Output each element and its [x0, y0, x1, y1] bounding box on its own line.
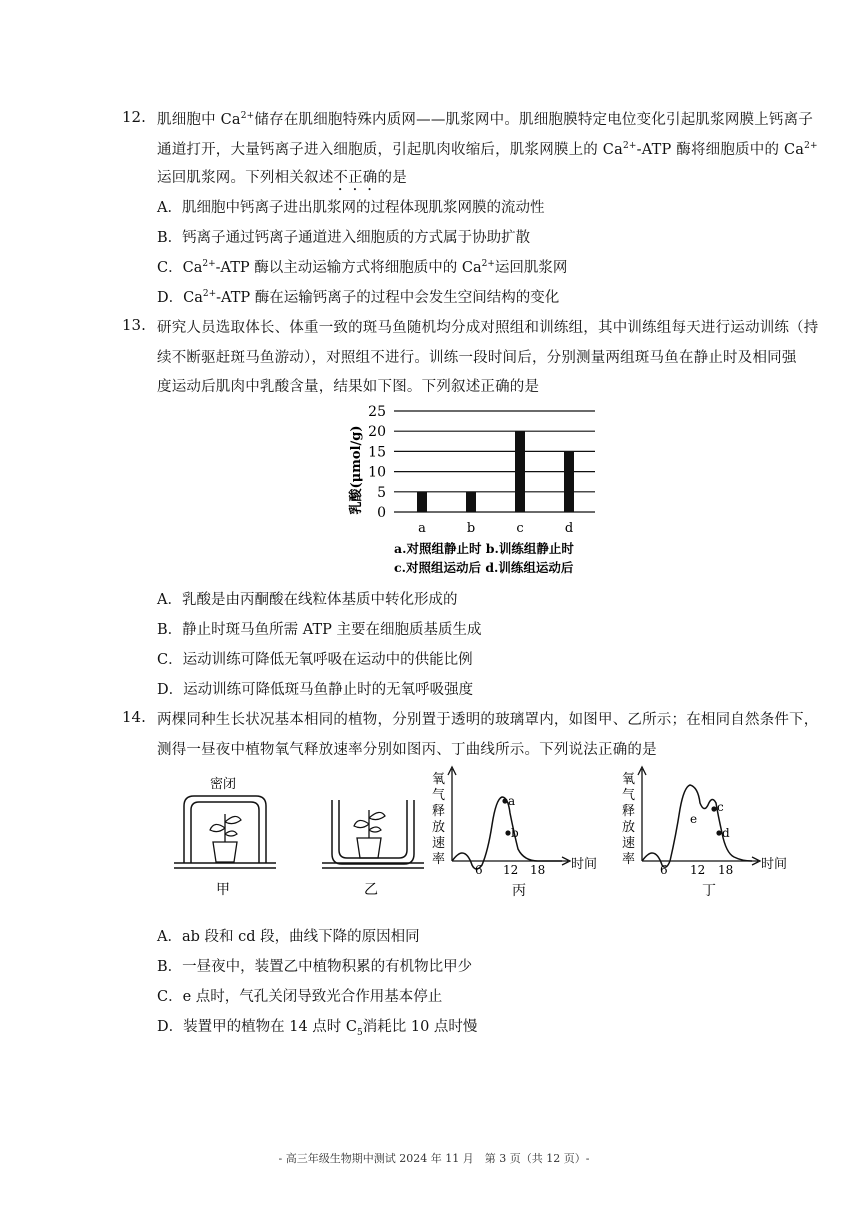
option-a: A．肌细胞中钙离子进出肌浆网的过程体现肌浆网膜的流动性 [157, 200, 545, 216]
y-tick-label: 10 [368, 464, 386, 481]
y-tick-label: 0 [377, 505, 386, 521]
question-number: 13. [122, 316, 146, 334]
svg-text:12: 12 [690, 863, 706, 877]
bar-c [515, 431, 525, 512]
figure-yi-open-jar [318, 770, 428, 900]
svg-text:放: 放 [432, 820, 446, 835]
y-tick-label: 25 [368, 404, 386, 420]
stem-line-2: 通道打开，大量钙离子进入细胞质，引起肌肉收缩后，肌浆网膜上的 $Ca^{2+}$-ATP 酶将细胞质中的 $Ca^{2+}$ [157, 141, 818, 158]
svg-text:氧: 氧 [432, 772, 446, 787]
x-tick-label: a [418, 521, 426, 536]
option-d: D．$Ca^{2+}$-ATP 酶在运输钙离子的过程中会发生空间结构的变化 [157, 289, 560, 306]
svg-text:b: b [511, 826, 519, 840]
svg-text:e: e [690, 812, 698, 826]
option-d: D．装置甲的植物在 14 点时 $C_5$消耗比 10 点时慢 [157, 1019, 478, 1038]
y-tick-label: 15 [368, 444, 386, 461]
option-b: B．静止时斑马鱼所需 ATP 主要在细胞质基质生成 [157, 622, 482, 638]
x-tick-label: d [564, 521, 574, 536]
stem-line-3: 运回肌浆网。下列相关叙述不正确的是 [157, 170, 407, 186]
stem-line-1: 研究人员选取体长、体重一致的斑马鱼随机均分成对照组和训练组，其中训练组每天进行运动训练（持 [157, 320, 819, 336]
svg-text:气: 气 [622, 788, 636, 803]
option-a: A．乳酸是由丙酮酸在线粒体基质中转化形成的 [157, 592, 458, 608]
svg-text:c: c [717, 800, 724, 814]
svg-text:6: 6 [660, 863, 668, 877]
page-footer: - 高三年级生物期中测试 2024 年 11 月 第 3 页（共 12 页）- [278, 1152, 590, 1165]
stem-line-1: 肌细胞中 $Ca^{2+}$储存在肌细胞特殊内质网——肌浆网中。肌细胞膜特定电位变化引起肌浆网膜上钙离子 [157, 111, 814, 128]
svg-text:率: 率 [622, 852, 636, 867]
svg-text:d: d [722, 826, 730, 840]
option-b: B．一昼夜中，装置乙中植物积累的有机物比甲少 [157, 959, 473, 975]
option-a: A．ab 段和 cd 段，曲线下降的原因相同 [157, 929, 420, 945]
svg-text:6: 6 [475, 863, 483, 877]
y-tick-label: 5 [377, 484, 386, 501]
svg-text:释: 释 [432, 804, 446, 819]
stem-line-1: 两棵同种生长状况基本相同的植物，分别置于透明的玻璃罩内，如图甲、乙所示；在相同自然条件下， [157, 712, 819, 728]
figure-label-ding: 丁 [702, 883, 716, 899]
stem-line-2: 续不断驱赶斑马鱼游动），对照组不进行。训练一段时间后，分别测量两组斑马鱼在静止时及相同强 [157, 350, 797, 366]
x-axis-label: 时间 [571, 857, 598, 872]
svg-text:气: 气 [432, 788, 446, 803]
svg-text:18: 18 [718, 863, 734, 877]
stem-line-2: 测得一昼夜中植物氧气释放速率分别如图丙、丁曲线所示。下列说法正确的是 [157, 742, 657, 758]
x-axis-label: 时间 [761, 857, 788, 872]
figure-label-jia: 甲 [216, 882, 230, 898]
option-b: B．钙离子通过钙离子通道进入细胞质的方式属于协助扩散 [157, 230, 531, 246]
option-c: C．e 点时，气孔关闭导致光合作用基本停止 [157, 989, 443, 1005]
sealed-label: 密闭 [210, 777, 237, 792]
option-c: C．$Ca^{2+}$-ATP 酶以主动运输方式将细胞质中的 $Ca^{2+}$运回肌浆网 [157, 259, 568, 276]
y-axis-label [432, 772, 445, 867]
legend-line-1: a.对照组静止时 b.训练组静止时 [394, 541, 574, 556]
figure-label-bing: 丙 [512, 883, 526, 899]
bar-a [417, 492, 427, 512]
figure-label-yi: 乙 [364, 882, 378, 898]
figure-ding-curve [618, 765, 798, 905]
svg-text:速: 速 [622, 836, 636, 851]
x-tick-label: c [516, 521, 524, 536]
x-tick-label: b [466, 521, 476, 536]
y-axis-label: 乳酸(μmol/g) [349, 425, 364, 515]
emphasis-text: 不正确 [333, 170, 378, 186]
figure-bing-curve [428, 765, 608, 905]
y-tick-label: 20 [368, 424, 386, 441]
svg-text:释: 释 [622, 804, 636, 819]
bar-b [466, 492, 476, 512]
svg-text:18: 18 [530, 863, 546, 877]
svg-text:12: 12 [503, 863, 519, 877]
y-axis-label [622, 772, 635, 867]
question-number: 14. [122, 708, 146, 726]
svg-text:率: 率 [432, 852, 446, 867]
option-d: D．运动训练可降低斑马鱼静止时的无氧呼吸强度 [157, 682, 474, 698]
bar-d [564, 451, 574, 512]
legend-line-2: c.对照组运动后 d.训练组运动后 [394, 560, 574, 575]
svg-text:速: 速 [432, 836, 446, 851]
stem-line-3: 度运动后肌肉中乳酸含量，结果如下图。下列叙述正确的是 [157, 379, 540, 395]
svg-text:a: a [508, 794, 516, 808]
option-c: C．运动训练可降低无氧呼吸在运动中的供能比例 [157, 652, 473, 668]
figure-jia-sealed-jar [170, 770, 280, 900]
svg-text:放: 放 [622, 820, 636, 835]
svg-text:氧: 氧 [622, 772, 636, 787]
question-number: 12. [122, 108, 146, 126]
lactic-acid-bar-chart [340, 398, 630, 583]
